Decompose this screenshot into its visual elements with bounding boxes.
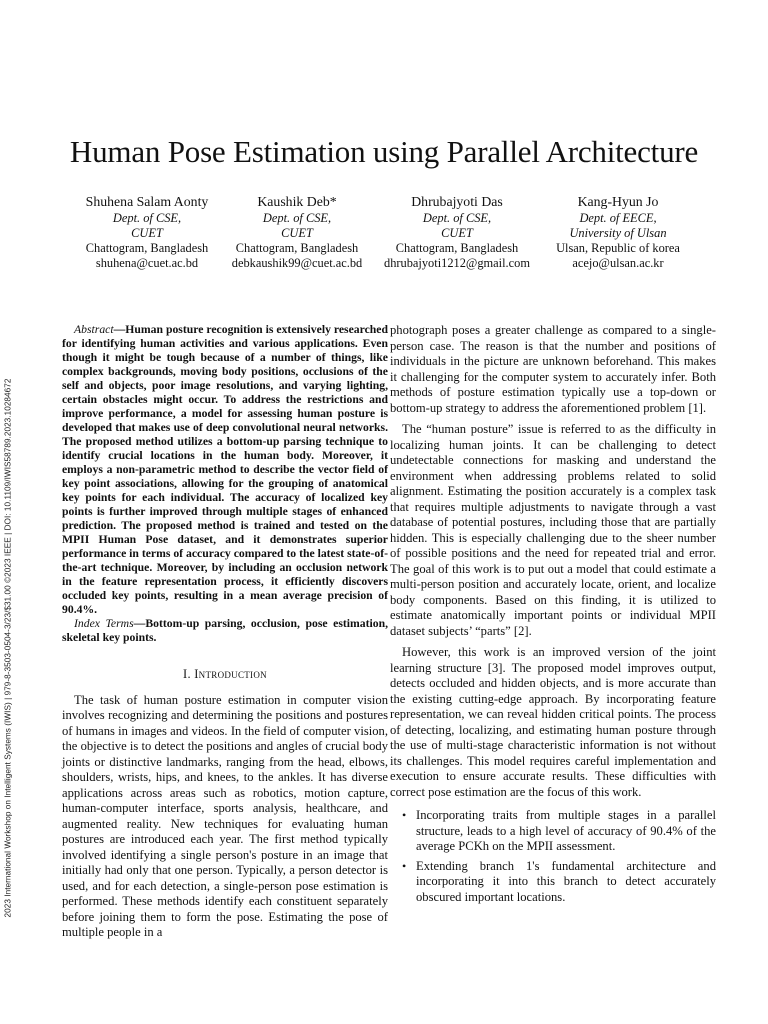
author-org: CUET xyxy=(281,226,313,240)
author-name: Kang-Hyun Jo xyxy=(577,194,659,209)
body-paragraph: photograph poses a greater challenge as compared to a single-person case. The reason is that the number and positions of individuals in the picture are unknown beforehand. This makes it challenging for the computer system to accurately infer. Both methods of posture estimation typically use a top-down or bottom-up strategy to address the aforementioned problem [1]. xyxy=(390,323,716,415)
list-item xyxy=(390,859,716,906)
abstract-text: —Human posture recognition is extensively researched for identifying human activities and various applications. Even though it might be tough because of a number of things, like complex backgrounds, moving body positions, occlusions of the self and objects, poor image resolutions, and varying lighting, certain obstacles might occur. To address the restrictions and improve performance, a model for assessing human posture is developed that makes use of deep convolutional neural networks. The proposed method utilizes a bottom-up parsing technique to identify crucial locations in the human body. Moreover, it employs a non-parametric method to describe the vector field of key point associations, allowing for the grouping of anatomical key points for each individual. The accuracy of localized key points is further improved through multiple stages of enhanced prediction. The proposed method is trained and tested on the MPII Human Pose dataset, and it demonstrates superior performance in terms of accuracy compared to the latest state-of-the-art technique. Moreover, by including an occlusion network in the feature representation process, it efficiently discovers occluded key points, resulting in a mean average precision of 90.4%. xyxy=(62,323,388,616)
intro-paragraph: The task of human posture estimation in computer vision involves recognizing and determining the positions and postures of humans in images and videos. In the field of computer vision, the objective is to detect the positions and angles of crucial body joints or distinctive landmarks, ranging from the head, elbows, shoulders, wrists, hips, and knees, to the ankles. It has diverse applications across areas such as robotics, motion capture, human-computer interface, sports analysis, healthcare, and augmented reality. New techniques for evaluating human postures are introduced each year. The first method typically involved identifying a single person's posture in an image that initially had only that one person. Typically, a person detector is used, and for each detection, a single-person pose estimation is performed. These methods identify each constituent separately before joining them to form the pose. Estimating the pose of multiple people in a xyxy=(62,692,388,939)
author-name: Kaushik Deb* xyxy=(257,194,337,209)
contribution-list xyxy=(390,808,716,905)
abstract-label: Abstract xyxy=(74,323,114,336)
author-location: Ulsan, Republic of korea xyxy=(556,241,680,255)
author-org: University of Ulsan xyxy=(569,226,667,240)
author-block-4 xyxy=(528,194,708,271)
author-email: debkaushik99@cuet.ac.bd xyxy=(231,256,363,270)
author-location: Chattogram, Bangladesh xyxy=(85,241,209,255)
author-email: acejo@ulsan.ac.kr xyxy=(572,256,664,270)
bullet-icon: • xyxy=(402,858,407,873)
author-block-2 xyxy=(207,194,387,271)
list-item xyxy=(390,808,716,855)
index-terms-text: —Bottom-up parsing, occlusion, pose estimation, skeletal key points. xyxy=(62,617,388,644)
author-org: CUET xyxy=(441,226,473,240)
list-item-text: Extending branch 1's fundamental architecture and incorporating it into this branch to detect accurately obscured important locations. xyxy=(416,858,716,904)
body-paragraph: The “human posture” issue is referred to as the difficulty in localizing human joints. It can be challenging to detect undetectable connections for masking and understand the environment when addressing problems related to solid alignment. Estimating the position accurately is a complex task that requires multiple adjustments to navigate through a vast database of potential postures, including those that are partially hidden. This is especially challenging due to the sheer number of possible positions and the need for repeated trial and error. The goal of this work is to put out a model that could estimate a multi-person position and accurately locate, orient, and localize body components. Based on this finding, it is utilized to estimate anatomically important points or individual MPII dataset subjects’ “parts” [2]. xyxy=(390,422,716,638)
left-column xyxy=(62,323,388,941)
list-item-text: Incorporating traits from multiple stages in a parallel structure, leads to a high level of accuracy of 90.4% of the average PCKh on the MPII assessment. xyxy=(416,808,716,853)
author-location: Chattogram, Bangladesh xyxy=(235,241,359,255)
bullet-icon: • xyxy=(402,808,407,822)
index-terms-label: Index Terms xyxy=(74,617,134,630)
author-dept: Dept. of CSE, xyxy=(262,211,332,225)
author-dept: Dept. of EECE, xyxy=(579,211,657,225)
author-org: CUET xyxy=(131,226,163,240)
sidebar-identifier xyxy=(1,328,15,968)
author-email: shuhena@cuet.ac.bd xyxy=(95,256,199,270)
author-name: Shuhena Salam Aonty xyxy=(85,194,209,209)
abstract xyxy=(62,323,388,617)
author-location: Chattogram, Bangladesh xyxy=(395,241,519,255)
author-email: dhrubajyoti1212@gmail.com xyxy=(384,256,530,270)
author-dept: Dept. of CSE, xyxy=(112,211,182,225)
author-name: Dhrubajyoti Das xyxy=(411,194,503,209)
sidebar-identifier-text: 2023 International Workshop on Intelligent Systems (IWIS) | 979-8-3503-0504-3/23/$31.00 ©2023 IEEE | DOI: 10.1109/IWIS58789.2023.10284672 xyxy=(3,378,13,918)
author-block-3 xyxy=(367,194,547,271)
right-column xyxy=(390,323,716,909)
index-terms xyxy=(62,617,388,645)
paper-title: Human Pose Estimation using Parallel Architecture xyxy=(69,134,699,169)
body-paragraph: However, this work is an improved version of the joint learning structure [3]. The proposed model improves output, detects occluded and hidden objects, and is more accurate than the existing cutting-edge approach. By incorporating feature representation, we can reveal hidden critical points. The process of detecting, localizing, and estimating human posture through the use of multi-stage characteristic information is not without its challenges. This model requires careful implementation and execution to ensure accurate results. These difficulties with correct pose estimation are the focus of this work. xyxy=(390,645,716,799)
section-heading: I. Introduction xyxy=(183,667,267,681)
author-dept: Dept. of CSE, xyxy=(422,211,492,225)
